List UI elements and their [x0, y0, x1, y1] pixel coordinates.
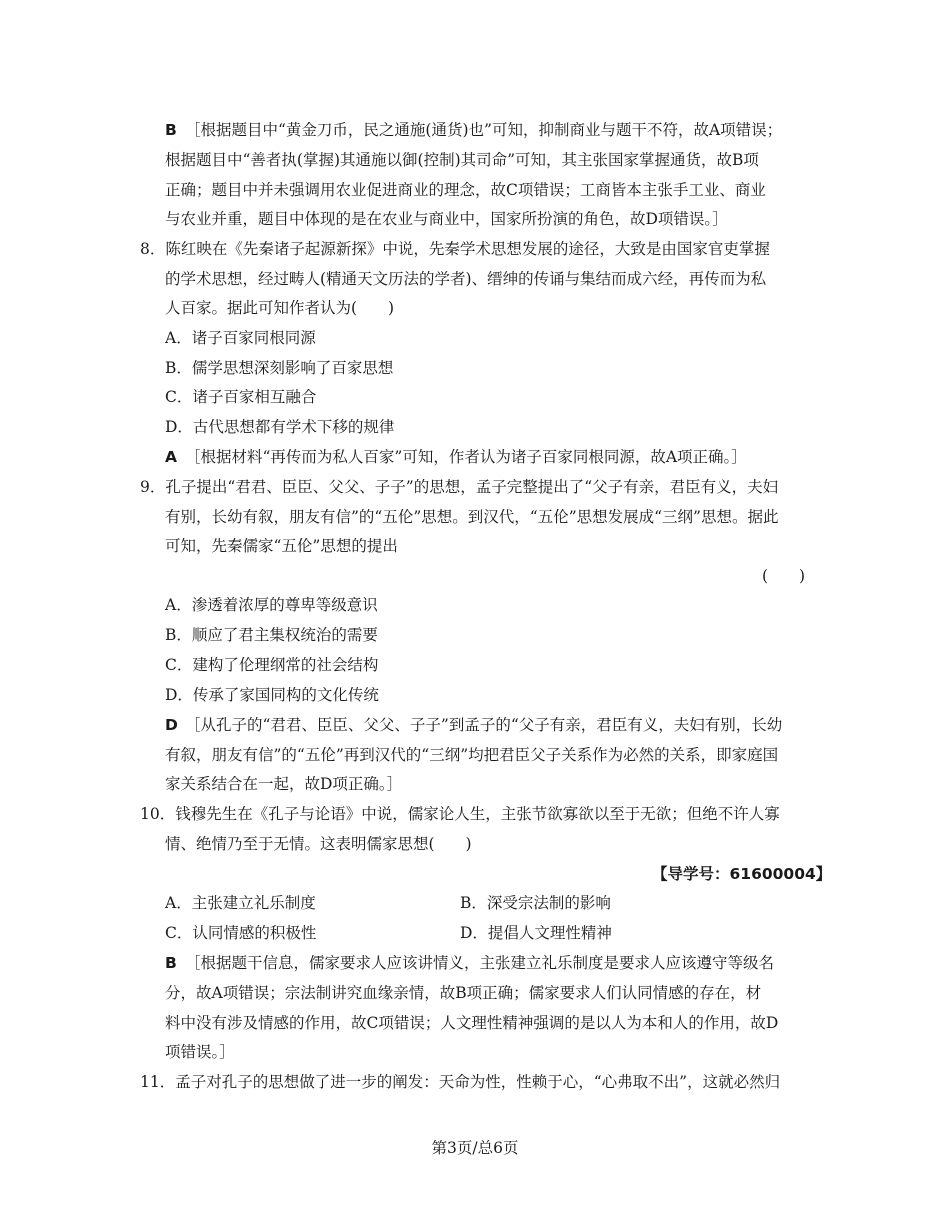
text-line: 9．孔子提出“君君、臣臣、父父、子子”的思想，孟子完整提出了“父子有亲，君臣有义，夫妇 [140, 478, 779, 496]
text-line: 情、绝情乃至于无情。这表明儒家思想( ) [165, 835, 472, 853]
text-line: 有别，长幼有叙，朋友有信”的“五伦”思想。到汉代，“五伦”思想发展成“三纲”思想。据此 [165, 508, 779, 526]
text-line: ［根据材料“再传而为私人百家”可知，作者认为诸子百家同根同源，故A项正确。］ [185, 448, 747, 466]
text-line: D．传承了家国同构的文化传统 [165, 686, 379, 704]
text-line: 的学术思想，经过畴人(精通天文历法的学者)、缙绅的传诵与集结而成六经，再传而为私 [165, 270, 767, 288]
text-line: 分，故A项错误；宗法制讲究血缘亲情，故B项正确；儒家要求人们认同情感的存在，材 [165, 984, 762, 1002]
text-line: 根据题目中“善者执(掌握)其通施以御(控制)其司命”可知，其主张国家掌握通货，故B项 [165, 151, 759, 169]
answer-label: 【导学号：61600004】 [652, 865, 832, 883]
text-line: B．顺应了君主集权统治的需要 [165, 626, 378, 644]
answer-label: D [165, 716, 178, 734]
text-line: 10．钱穆先生在《孔子与论语》中说，儒家论人生，主张节欲寡欲以至于无欲；但绝不许人寡 [140, 805, 780, 823]
text-line: A．主张建立礼乐制度 [165, 894, 316, 912]
text-line: 正确；题目中并未强调用农业促进商业的理念，故C项错误；工商皆本主张手工业、商业 [165, 181, 766, 199]
text-line: ［根据题目中“黄金刀币，民之通施(通货)也”可知，抑制商业与题干不符，故A项错误； [185, 121, 783, 139]
text-line: C．认同情感的积极性 [165, 924, 317, 942]
text-line: 与农业并重，题目中体现的是在农业与商业中，国家所扮演的角色，故D项错误。］ [165, 210, 728, 228]
text-line: ［从孔子的“君君、臣臣、父父、子子”到孟子的“父子有亲，君臣有义，夫妇有别，长幼 [185, 716, 783, 734]
text-line: 料中没有涉及情感的作用，故C项错误；人文理性精神强调的是以人为本和人的作用，故D [165, 1014, 779, 1032]
text-line: C．诸子百家相互融合 [165, 388, 317, 406]
text-line: 有叙，朋友有信”的“五伦”再到汉代的“三纲”均把君臣父子关系作为必然的关系，即家庭国 [165, 746, 779, 764]
answer-label: B [165, 121, 177, 139]
text-line: B．深受宗法制的影响 [460, 894, 611, 912]
text-line: 可知，先秦儒家“五伦”思想的提出 [165, 537, 398, 555]
text-line: D．古代思想都有学术下移的规律 [165, 418, 395, 436]
text-line: B．儒学思想深刻影响了百家思想 [165, 359, 394, 377]
answer-label: B [165, 954, 177, 972]
text-line: ［根据题干信息，儒家要求人应该讲情义，主张建立礼乐制度是要求人应该遵守等级名 [185, 954, 775, 972]
text-line: A．诸子百家同根同源 [165, 329, 316, 347]
page-footer: 第3页/总6页 [431, 1139, 519, 1157]
text-line: 项错误。］ [165, 1043, 235, 1061]
text-line: C．建构了伦理纲常的社会结构 [165, 656, 379, 674]
text-line: A．渗透着浓厚的尊卑等级意识 [165, 596, 378, 614]
text-line: 家关系结合在一起，故D项正确。］ [165, 775, 403, 793]
answer-label: A [165, 448, 177, 466]
text-line: 11．孟子对孔子的思想做了进一步的阐发：天命为性，性赖于心，“心弗取不出”，这就必然归 [140, 1073, 781, 1091]
text-line: D．提倡人文理性精神 [460, 924, 612, 942]
text-line: ( ) [762, 567, 806, 585]
text-line: 人百家。据此可知作者认为( ) [165, 299, 395, 317]
text-line: 8．陈红映在《先秦诸子起源新探》中说，先秦学术思想发展的途径，大致是由国家官吏掌握 [140, 240, 770, 258]
